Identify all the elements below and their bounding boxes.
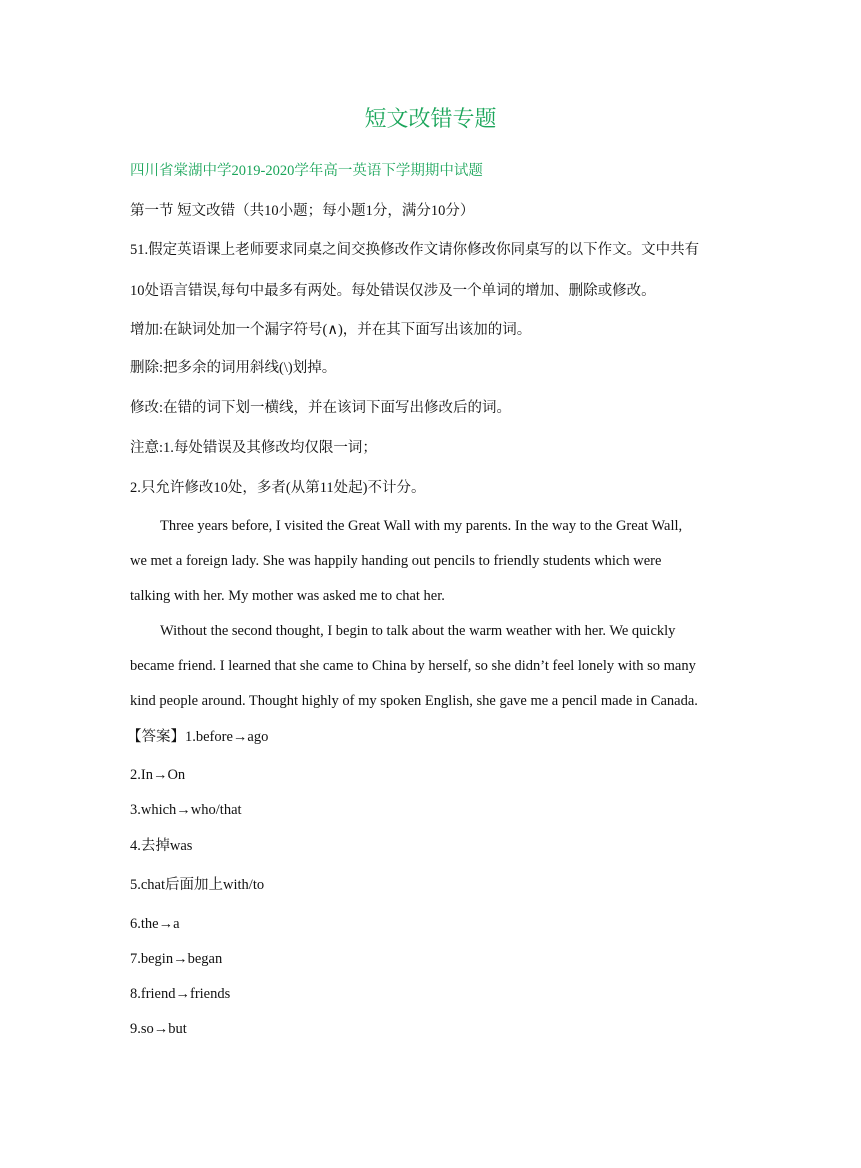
instruction-line: 增加:在缺词处加一个漏字符号(∧)，并在其下面写出该加的词。: [130, 322, 532, 338]
passage-line: talking with her. My mother was asked me to chat her.: [130, 588, 445, 604]
instruction-line: 2.只允许修改10处，多者(从第11处起)不计分。: [130, 480, 426, 496]
answer-line: 5.chat后面加上with/to: [130, 877, 265, 893]
answer-line: 3.which→who/that: [130, 802, 242, 818]
section-heading: 第一节 短文改错（共10小题；每小题1分，满分10分）: [130, 203, 475, 219]
instruction-line: 删除:把多余的词用斜线(\)划掉。: [130, 360, 337, 376]
answer-line: 8.friend→friends: [130, 986, 231, 1002]
answer-line: 6.the→a: [130, 916, 180, 932]
passage-line: Three years before, I visited the Great Wall with my parents. In the way to the Great Wall,: [160, 518, 683, 534]
passage-line: became friend. I learned that she came to China by herself, so she didn’t feel lonely with so many: [130, 658, 696, 674]
answer-line: 4.去掉was: [130, 838, 193, 854]
page-title: 短文改错专题: [364, 106, 497, 131]
answer-line: 【答案】1.before→ago: [127, 729, 269, 745]
answer-line: 2.In→On: [130, 767, 186, 783]
passage-line: kind people around. Thought highly of my spoken English, she gave me a pencil made in Canada.: [130, 693, 698, 709]
answer-line: 9.so→but: [130, 1021, 187, 1037]
instruction-line: 注意:1.每处错误及其修改均仅限一词；: [130, 440, 377, 456]
instruction-line: 10处语言错误,每句中最多有两处。每处错误仅涉及一个单词的增加、删除或修改。: [130, 283, 656, 299]
passage-line: Without the second thought, I begin to talk about the warm weather with her. We quickly: [160, 623, 676, 639]
instruction-line: 51.假定英语课上老师要求同桌之间交换修改作文请你修改你同桌写的以下作文。文中共有: [130, 242, 700, 258]
instruction-line: 修改:在错的词下划一横线，并在该词下面写出修改后的词。: [130, 400, 512, 416]
source-line: 四川省棠湖中学2019-2020学年高一英语下学期期中试题: [130, 163, 483, 179]
answer-line: 7.begin→began: [130, 951, 223, 967]
passage-line: we met a foreign lady. She was happily handing out pencils to friendly students which were: [130, 553, 662, 569]
